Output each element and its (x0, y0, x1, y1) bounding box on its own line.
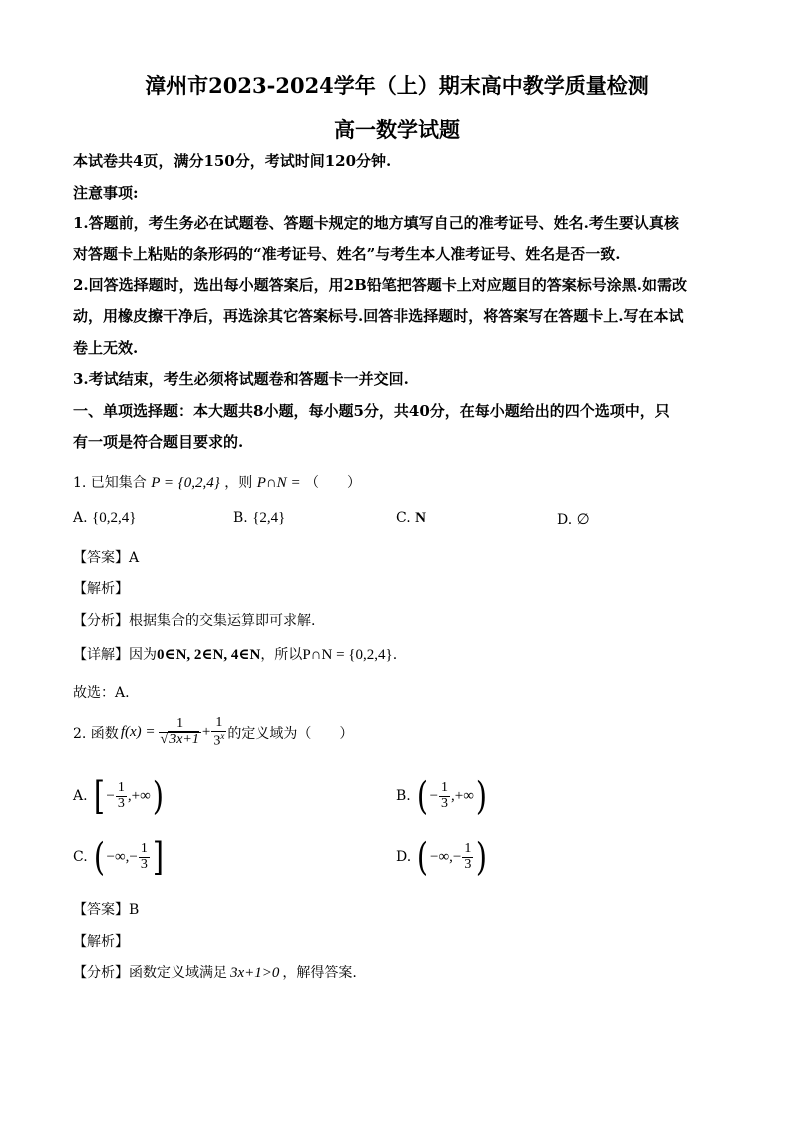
question-2-prefix: 2. 函数 (73, 725, 119, 742)
interval-left-bracket: ( (93, 835, 105, 879)
option-value: N (415, 510, 426, 526)
notice-item-2-line-2: 动，用橡皮擦干净后，再选涂其它答案标号.回答非选择题时，将答案写在答题卡上.写在本试 (73, 307, 684, 325)
notice-item-1-line-2: 对答题卡上粘贴的条形码的“准考证号、姓名”与考生本人准考证号、姓名是否一致. (73, 245, 621, 263)
question-1-option-d (557, 510, 590, 529)
exam-info: 本试卷共4页，满分150分，考试时间120分钟. (73, 152, 392, 170)
answer-value: A (129, 550, 140, 566)
question-1-detail (73, 644, 397, 664)
question-1-mid: ，则 (224, 475, 253, 491)
fenxi-text: 根据集合的交集运算即可求解. (129, 613, 316, 629)
answer-tag: 【答案】 (73, 550, 129, 566)
question-1-stem (73, 472, 361, 492)
fraction-denominator: √3x+1 (160, 732, 199, 748)
fraction-numerator: 1 (176, 716, 184, 732)
interval-text: ,+∞ (451, 787, 474, 804)
fraction-numerator: 1 (117, 779, 125, 795)
interval-right-bracket: ) (152, 774, 164, 818)
fraction-numerator: 1 (464, 840, 472, 856)
option-value: {0,2,4} (92, 510, 137, 526)
question-1-conclusion: 故选：A. (73, 685, 130, 701)
interval-text: −∞,− (106, 848, 138, 865)
interval-left-bracket: ( (416, 774, 428, 818)
notice-item-2-line-1: 2.回答选择题时，选出每小题答案后，用2B铅笔把答题卡上对应题目的答案标号涂黑.如需改 (73, 276, 688, 294)
interval-left-bracket: [ (93, 774, 105, 818)
option-value: ∅ (576, 512, 590, 528)
question-1-expression: P∩N = (256, 475, 301, 491)
interval-text: − (106, 787, 115, 804)
fraction-denominator: 3 (140, 856, 148, 872)
power-exponent: x (220, 730, 225, 741)
detail-text: . (392, 647, 398, 663)
interval-right-bracket: ] (152, 835, 164, 879)
interval-fraction (439, 781, 450, 811)
fraction-denominator (211, 731, 226, 749)
exam-subtitle: 高一数学试题 (334, 117, 460, 142)
notice-heading: 注意事项: (73, 184, 139, 202)
notice-item-1-line-1: 1.答题前，考生务必在试题卷、答题卡规定的地方填写自己的准考证号、姓名.考生要认真核 (73, 214, 679, 232)
detail-math: P∩N = {0,2,4} (302, 647, 393, 663)
question-1-option-a (73, 510, 136, 527)
question-2-option-b (396, 774, 489, 818)
plus-sign: + (201, 724, 211, 741)
fenxi-tag: 【分析】 (73, 965, 129, 981)
question-2-suffix: 的定义域为（ ） (227, 725, 354, 742)
interval-right-bracket: ) (476, 835, 488, 879)
question-1-option-c (396, 510, 426, 527)
option-label: B. (396, 788, 411, 804)
question-1-option-b (233, 510, 285, 527)
option-label: C. (73, 849, 88, 865)
fraction-denominator: 3 (464, 856, 472, 872)
option-label: C. (396, 510, 411, 526)
question-2-fraction-2 (211, 716, 226, 749)
detail-text: ，所以 (260, 647, 303, 663)
question-2-option-c (73, 835, 166, 879)
exam-title: 漳州市2023-2024学年（上）期末高中教学质量检测 (145, 73, 649, 98)
question-2-fraction-1 (159, 717, 201, 747)
detail-text: 因为 (129, 647, 157, 663)
answer-value: B (129, 902, 140, 918)
question-2-function: f(x) = (120, 724, 156, 741)
fraction-numerator: 1 (441, 779, 449, 795)
question-2-option-d (396, 835, 489, 879)
sqrt-radicand: 3x+1 (169, 732, 199, 748)
option-label: A. (73, 510, 88, 526)
fenxi-text: 函数定义域满足 (129, 965, 227, 981)
option-label: D. (557, 512, 573, 528)
notice-item-3: 3.考试结束，考生必须将试题卷和答题卡一并交回. (73, 370, 409, 388)
question-1-fenxi (73, 610, 315, 630)
question-1-set-definition: P = {0,2,4} (151, 475, 220, 491)
question-1-analysis-tag: 【解析】 (73, 581, 129, 597)
question-2-fenxi (73, 962, 357, 982)
power-base: 3 (213, 733, 221, 749)
question-2-stem (73, 716, 353, 749)
notice-item-2-line-3: 卷上无效. (73, 339, 139, 357)
option-value: {2,4} (252, 510, 286, 526)
option-label: D. (396, 849, 412, 865)
interval-text: −∞,− (430, 848, 462, 865)
fenxi-math: 3x+1>0 (230, 965, 280, 981)
fraction-denominator: 3 (441, 795, 449, 811)
fenxi-text: ，解得答案. (282, 965, 357, 981)
fenxi-tag: 【分析】 (73, 613, 129, 629)
detail-tag: 【详解】 (73, 647, 129, 663)
question-2-option-a (73, 774, 166, 818)
interval-fraction (116, 781, 127, 811)
question-2-analysis-tag: 【解析】 (73, 934, 129, 950)
question-1-blank: （ ） (305, 475, 362, 491)
section-1-heading-line-1: 一、单项选择题：本大题共8小题，每小题5分，共40分，在每小题给出的四个选项中，只 (73, 402, 670, 420)
interval-text: ,+∞ (127, 787, 151, 804)
question-1-answer (73, 547, 139, 567)
option-label: A. (73, 788, 88, 804)
interval-fraction (139, 842, 150, 872)
question-1-prefix: 1. 已知集合 (73, 475, 147, 491)
interval-right-bracket: ) (475, 774, 487, 818)
interval-fraction (462, 842, 473, 872)
interval-text: − (429, 787, 439, 804)
section-1-heading-line-2: 有一项是符合题目要求的. (73, 433, 244, 451)
interval-left-bracket: ( (417, 835, 429, 879)
answer-tag: 【答案】 (73, 902, 129, 918)
question-2-answer (73, 899, 139, 919)
detail-math: 0∈N, 2∈N, 4∈N (157, 647, 261, 663)
option-label: B. (233, 510, 248, 526)
fraction-numerator: 1 (140, 840, 148, 856)
fraction-denominator: 3 (117, 795, 125, 811)
fraction-numerator: 1 (215, 715, 223, 730)
